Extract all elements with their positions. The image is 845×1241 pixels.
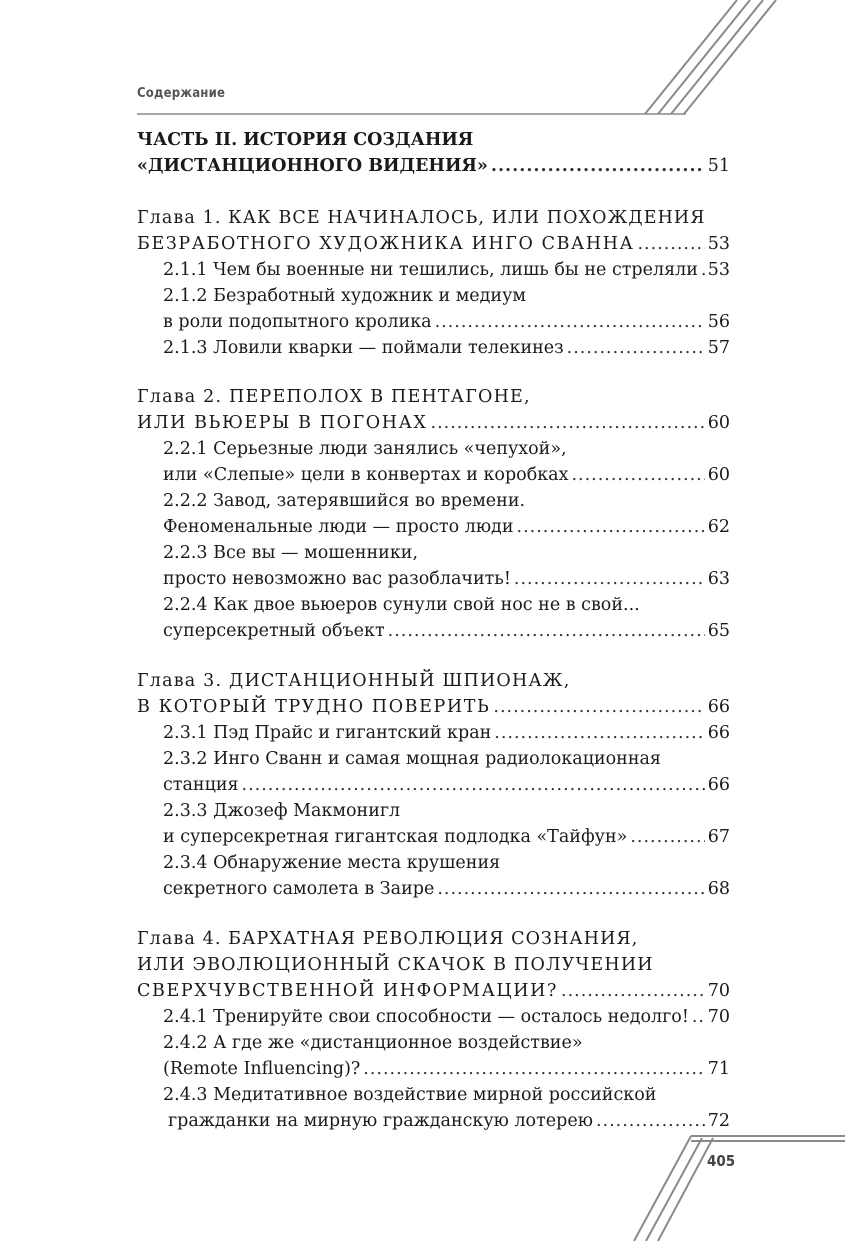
toc-line: «ДИСТАНЦИОННОГО ВИДЕНИЯ» ..... 51	[137, 153, 730, 179]
toc-line: В КОТОРЫЙ ТРУДНО ПОВЕРИТЬ ..... 66	[137, 694, 730, 720]
toc-line: 2.3.3 Джозеф Макмонигл	[163, 801, 401, 821]
toc-line: 2.1.2 Безработный художник и медиум	[163, 286, 527, 306]
page-number: 405	[707, 1152, 736, 1170]
toc-line: или «Слепые» цели в конвертах и коробках ..... 60	[163, 462, 730, 488]
toc-line: 2.4.2 А где же «дистанционное воздействие»	[163, 1033, 583, 1053]
toc-line: 2.2.3 Все вы — мошенники,	[163, 543, 419, 563]
toc-line: Глава 4. БАРХАТНАЯ РЕВОЛЮЦИЯ СОЗНАНИЯ,	[137, 929, 639, 949]
toc-line: ИЛИ ВЬЮЕРЫ В ПОГОНАХ ..... 60	[137, 410, 730, 436]
toc-line: 2.4.1 Тренируйте свои способности — осталось недолго! ..... 70	[163, 1004, 730, 1030]
toc-line: БЕЗРАБОТНОГО ХУДОЖНИКА ИНГО СВАННА ..... 53	[137, 231, 730, 257]
toc-line: (Remote Influencing)? ..... 71	[163, 1056, 730, 1082]
toc-line: 2.3.4 Обнаружение места крушения	[163, 853, 501, 873]
toc-line: Глава 3. ДИСТАНЦИОННЫЙ ШПИОНАЖ,	[137, 671, 571, 691]
toc-line: и суперсекретная гигантская подлодка «Тайфун» ..... 67	[163, 824, 730, 850]
toc-line: Глава 2. ПЕРЕПОЛОХ В ПЕНТАГОНЕ,	[137, 387, 531, 407]
toc-line: в роли подопытного кролика ..... 56	[163, 309, 730, 335]
toc-line: 2.1.1 Чем бы военные ни тешились, лишь бы не стреляли ..... 53	[163, 257, 730, 283]
toc-line: 2.2.1 Серьезные люди занялись «чепухой»,	[163, 439, 567, 459]
toc-line: 2.1.3 Ловили кварки — поймали телекинез ..... 57	[163, 335, 730, 361]
toc-line: Феноменальные люди — просто люди ..... 62	[163, 514, 730, 540]
toc-line: станция ..... 66	[163, 772, 730, 798]
toc-line: секретного самолета в Заире ..... 68	[163, 876, 730, 902]
toc-line: СВЕРХЧУВСТВЕННОЙ ИНФОРМАЦИИ? ..... 70	[137, 978, 730, 1004]
toc-line: 2.2.2 Завод, затерявшийся во времени.	[163, 491, 526, 511]
toc-line: ИЛИ ЭВОЛЮЦИОННЫЙ СКАЧОК В ПОЛУЧЕНИИ	[137, 955, 654, 975]
toc-line: 2.3.2 Инго Сванн и самая мощная радиолокационная	[163, 749, 661, 769]
toc-line: 2.2.4 Как двое вьюеров сунули свой нос не в свой...	[163, 595, 640, 615]
toc-line: 2.3.1 Пэд Прайс и гигантский кран ..... 66	[163, 720, 730, 746]
toc-line: просто невозможно вас разоблачить! ..... 63	[163, 566, 730, 592]
toc-line: 2.4.3 Медитативное воздействие мирной российской	[163, 1085, 657, 1105]
running-header: Содержание	[137, 86, 226, 101]
toc-line: Глава 1. КАК ВСЕ НАЧИНАЛОСЬ, ИЛИ ПОХОЖДЕНИЯ	[137, 208, 706, 228]
toc-line: гражданки на мирную гражданскую лотерею ..... 72	[163, 1108, 730, 1134]
toc-line: ЧАСТЬ II. ИСТОРИЯ СОЗДАНИЯ	[137, 130, 474, 150]
toc-line: суперсекретный объект ..... 65	[163, 618, 730, 644]
